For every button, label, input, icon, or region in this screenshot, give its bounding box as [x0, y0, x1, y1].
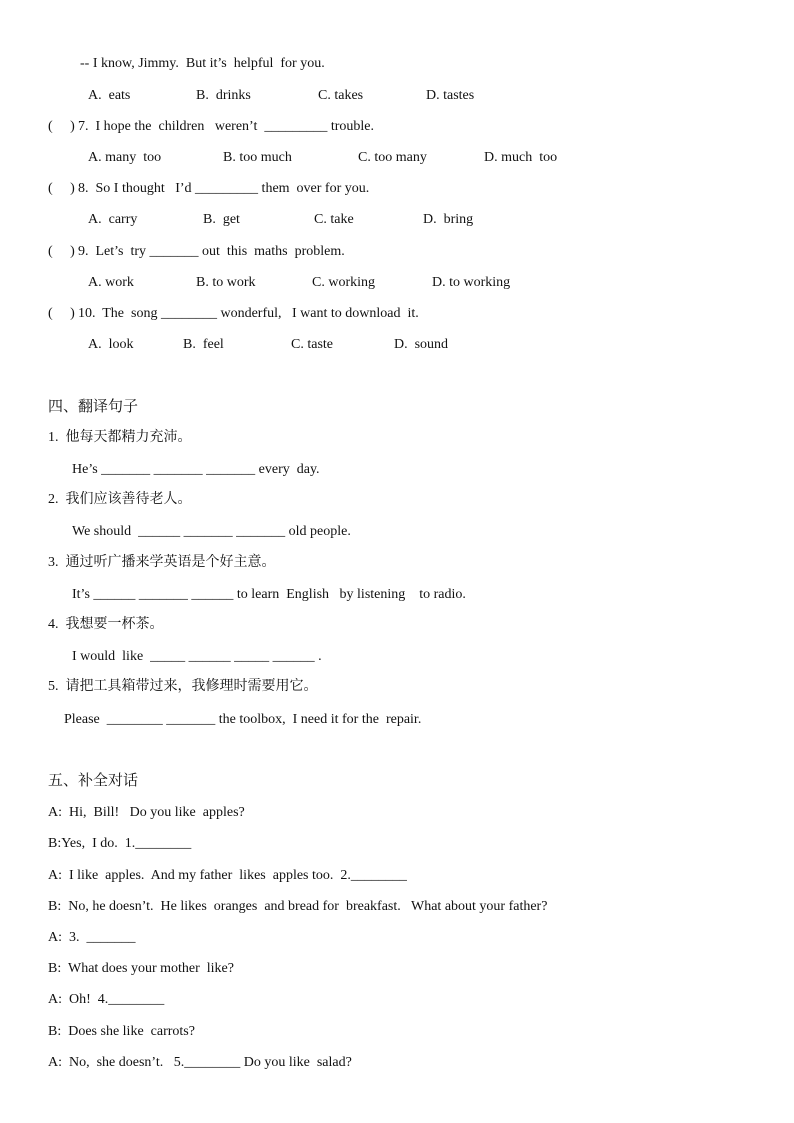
answer-paren: ( )	[48, 306, 75, 321]
translate-english-blank: Please ________ _______ the toolbox, I need it for the repair.	[64, 712, 422, 727]
translate-english-blank: We should ______ _______ _______ old people.	[72, 524, 351, 539]
dialogue-line: A: No, she doesn’t. 5.________ Do you like salad?	[48, 1055, 352, 1070]
prev-option-b: B. drinks	[196, 88, 251, 103]
answer-paren: ( )	[48, 244, 75, 259]
translate-chinese-sentence: 2. 我们应该善待老人。	[48, 492, 192, 507]
option-a: A. look	[88, 337, 134, 352]
option-d: D. much too	[484, 150, 558, 165]
dialogue-line: A: I like apples. And my father likes apples too. 2.________	[48, 868, 407, 883]
question-stem: 8. So I thought I’d _________ them over for you.	[78, 181, 370, 196]
option-a: A. work	[88, 275, 134, 290]
dialogue-line: A: Hi, Bill! Do you like apples?	[48, 805, 245, 820]
option-c: C. taste	[291, 337, 333, 352]
prev-question-dialog: -- I know, Jimmy. But it’s helpful for you.	[80, 56, 325, 71]
dialogue-line: B:Yes, I do. 1.________	[48, 836, 192, 851]
dialogue-line: B: What does your mother like?	[48, 961, 234, 976]
option-b: B. feel	[183, 337, 224, 352]
option-a: A. many too	[88, 150, 162, 165]
option-d: D. bring	[423, 212, 474, 227]
answer-paren: ( )	[48, 119, 75, 134]
option-b: B. to work	[196, 275, 256, 290]
question-stem: 9. Let’s try _______ out this maths problem.	[78, 244, 345, 259]
translate-chinese-sentence: 5. 请把工具箱带过来，我修理时需要用它。	[48, 679, 318, 694]
option-c: C. too many	[358, 150, 427, 165]
question-stem: 7. I hope the children weren’t _________ trouble.	[78, 119, 375, 134]
option-d: D. to working	[432, 275, 511, 290]
answer-paren: ( )	[48, 181, 75, 196]
question-stem: 10. The song ________ wonderful, I want to download it.	[78, 306, 419, 321]
prev-option-c: C. takes	[318, 88, 364, 103]
option-d: D. sound	[394, 337, 449, 352]
prev-option-a: A. eats	[88, 88, 131, 103]
option-c: C. working	[312, 275, 375, 290]
option-c: C. take	[314, 212, 354, 227]
dialogue-line: B: No, he doesn’t. He likes oranges and bread for breakfast. What about your father?	[48, 899, 548, 914]
option-a: A. carry	[88, 212, 138, 227]
translate-chinese-sentence: 3. 通过听广播来学英语是个好主意。	[48, 555, 276, 570]
translate-english-blank: He’s _______ _______ _______ every day.	[72, 462, 320, 477]
option-b: B. too much	[223, 150, 292, 165]
dialogue-line: B: Does she like carrots?	[48, 1024, 195, 1039]
dialogue-line: A: 3. _______	[48, 930, 136, 945]
dialogue-line: A: Oh! 4.________	[48, 992, 165, 1007]
translate-english-blank: I would like _____ ______ _____ ______ .	[72, 649, 322, 664]
translate-chinese-sentence: 4. 我想要一杯茶。	[48, 617, 164, 632]
prev-option-d: D. tastes	[426, 88, 475, 103]
translate-chinese-sentence: 1. 他每天都精力充沛。	[48, 430, 192, 445]
section-heading-translate: 四、翻译句子	[48, 399, 139, 415]
translate-english-blank: It’s ______ _______ ______ to learn English by listening to radio.	[72, 587, 466, 602]
section-heading-dialogue: 五、补全对话	[48, 773, 139, 789]
option-b: B. get	[203, 212, 240, 227]
